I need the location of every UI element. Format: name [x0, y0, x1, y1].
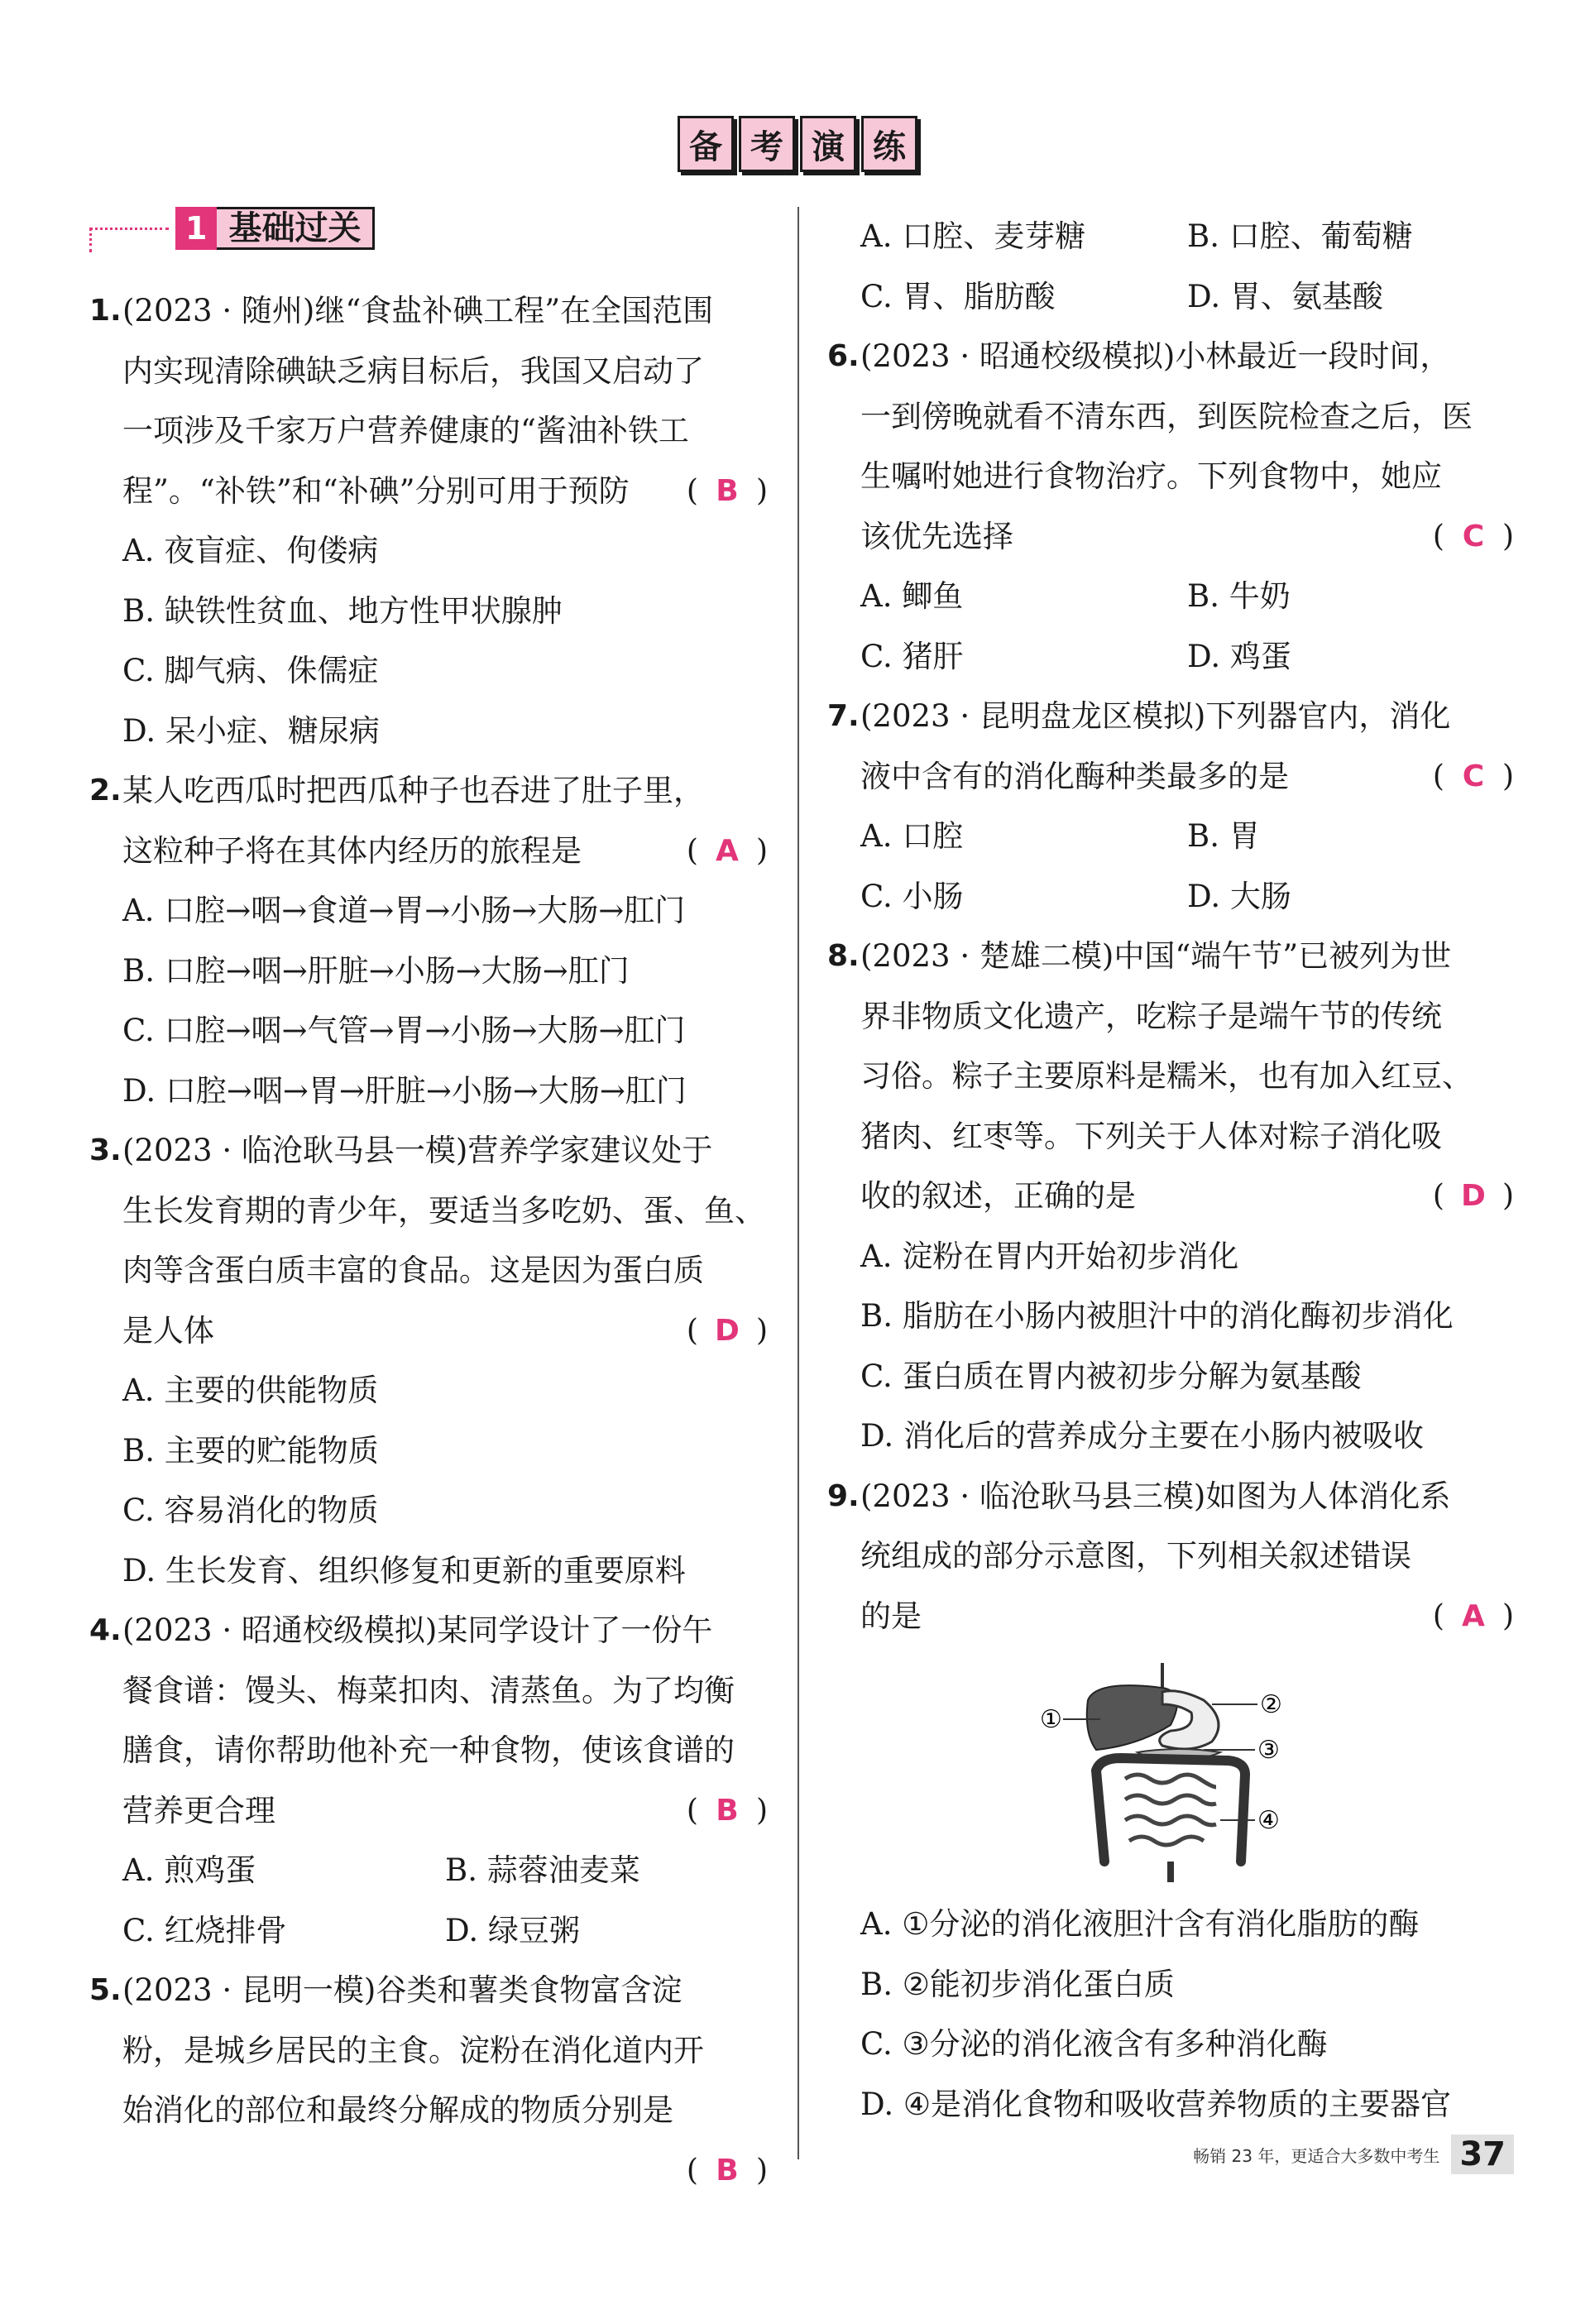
question-text: 液中含有的消化酶种类最多的是: [860, 758, 1289, 794]
option: C. 容易消化的物质: [122, 1493, 379, 1528]
option-row: [827, 867, 1514, 927]
figure-label-3: ③: [1257, 1736, 1280, 1765]
question-text: 某人吃西瓜时把西瓜种子也吞进了肚子里，: [122, 773, 704, 808]
option: D. 呆小症、糖尿病: [122, 712, 380, 749]
question-text: (2023 · 临沧耿马县一模)营养学家建议处于: [122, 1133, 713, 1168]
option-row: [827, 267, 1514, 328]
figure-label-2: ②: [1260, 1690, 1282, 1719]
answer-letter: C: [1462, 759, 1485, 793]
section-title: 基础过关: [217, 207, 375, 250]
question-text: 猪肉、红枣等。下列关于人体对粽子消化吸: [860, 1118, 1442, 1154]
section-dotted-line: [89, 228, 169, 230]
question-8: [827, 927, 1514, 1467]
question-text: 膳食，请你帮助他补充一种食物，使该食谱的: [122, 1732, 735, 1768]
option: B. 脂肪在小肠内被胆汁中的消化酶初步消化: [860, 1298, 1454, 1334]
question-text: (2023 · 昆明一模)谷类和薯类食物富含淀: [122, 1972, 683, 2008]
answer-letter: A: [1462, 1598, 1485, 1633]
figure-label-4: ④: [1257, 1806, 1280, 1835]
question-2: [89, 761, 768, 1121]
column-divider: [798, 207, 799, 2159]
question-6: [827, 327, 1514, 687]
answer-box: ( C ): [1433, 507, 1514, 568]
question-text: 肉等含蛋白质丰富的食品。这是因为蛋白质: [122, 1253, 704, 1288]
header-char: 演: [800, 116, 856, 172]
figure-label-1: ①: [1040, 1705, 1062, 1734]
question-number: 8.: [827, 939, 860, 973]
header-char: 备: [678, 116, 734, 172]
option: B. 主要的贮能物质: [122, 1432, 379, 1469]
option: A. 口腔、麦芽糖: [860, 218, 1086, 254]
option: A. 夜盲症、佝偻病: [122, 533, 379, 568]
option: B. 缺铁性贫血、地方性甲状腺肿: [122, 592, 563, 629]
option: D. 胃、氨基酸: [1187, 278, 1383, 314]
header-char: 考: [739, 116, 795, 172]
option: A. 主要的供能物质: [122, 1373, 379, 1408]
right-column: [827, 207, 1514, 2135]
question-text: 习俗。粽子主要原料是糯米，也有加入红豆、: [860, 1058, 1473, 1094]
answer-letter: A: [716, 833, 739, 868]
question-text: (2023 · 昭通校级模拟)某同学设计了一份午: [122, 1612, 713, 1648]
option: A. 口腔: [860, 818, 964, 854]
question-text: 餐食谱：馒头、梅菜扣肉、清蒸鱼。为了均衡: [122, 1672, 735, 1708]
option: B. 牛奶: [1187, 578, 1291, 614]
question-text: 营养更合理: [122, 1792, 275, 1828]
question-number: 4.: [89, 1613, 122, 1647]
option: D. 口腔→咽→胃→肝脏→小肠→大肠→肛门: [122, 1072, 687, 1109]
option: C. ③分泌的消化液含有多种消化酶: [860, 2026, 1328, 2062]
option: A. 煎鸡蛋: [122, 1852, 256, 1888]
answer-letter: D: [1461, 1179, 1486, 1213]
option: B. 口腔→咽→肝脏→小肠→大肠→肛门: [122, 952, 630, 989]
question-text: (2023 · 临沧耿马县三模)如图为人体消化系: [860, 1478, 1451, 1514]
question-text: 该优先选择: [860, 518, 1013, 554]
answer-box: ( A ): [687, 822, 768, 882]
page-footer: [1193, 2135, 1514, 2174]
question-text: 一到傍晚就看不清东西，到医院检查之后，医: [860, 398, 1473, 434]
answer-box: ( B ): [687, 1781, 768, 1842]
option: D. 消化后的营养成分主要在小肠内被吸收: [860, 1418, 1424, 1454]
option: C. 蛋白质在胃内被初步分解为氨基酸: [860, 1358, 1362, 1394]
option: D. 生长发育、组织修复和更新的重要原料: [122, 1552, 686, 1588]
page-number: 37: [1451, 2135, 1514, 2174]
small-intestine-shape: [1125, 1775, 1216, 1845]
question-text: 这粒种子将在其体内经历的旅程是: [122, 832, 582, 869]
answer-box: ( B ): [687, 462, 768, 522]
question-text: 内实现清除碘缺乏病目标后，我国又启动了: [122, 352, 704, 389]
section-number: 1: [175, 207, 217, 250]
question-number: 3.: [89, 1133, 122, 1167]
option: B. 蒜蓉油麦菜: [445, 1852, 640, 1888]
option: B. 口腔、葡萄糖: [1187, 218, 1413, 254]
option: A. 口腔→咽→食道→胃→小肠→大肠→肛门: [122, 893, 686, 928]
option: A. 淀粉在胃内开始初步消化: [860, 1238, 1239, 1274]
question-1: [89, 281, 768, 761]
question-text: (2023 · 昭通校级模拟)小林最近一段时间，: [860, 338, 1451, 374]
question-9: [827, 1467, 1514, 2135]
option: D. 绿豆粥: [445, 1912, 580, 1948]
option: D. 大肠: [1187, 878, 1291, 914]
question-text: 一项涉及千家万户营养健康的“酱油补铁工: [122, 413, 689, 448]
question-text: 的是: [860, 1598, 922, 1634]
option-row: [89, 1901, 768, 1962]
question-text: 统组成的部分示意图，下列相关叙述错误: [860, 1538, 1411, 1574]
question-text: (2023 · 昆明盘龙区模拟)下列器官内，消化: [860, 698, 1451, 734]
answer-letter: D: [715, 1313, 740, 1348]
question-text: 生嘱咐她进行食物治疗。下列食物中，她应: [860, 458, 1442, 494]
question-text: 程”。“补铁”和“补碘”分别可用于预防: [122, 472, 630, 509]
header-char: 练: [861, 116, 917, 172]
option-row: [89, 1841, 768, 1901]
footer-slogan: 畅销 23 年，更适合大多数中考生: [1193, 2145, 1440, 2166]
digestive-system-diagram: [1038, 1655, 1303, 1886]
question-text: 粉，是城乡居民的主食。淀粉在消化道内开: [122, 2032, 704, 2068]
question-number: 5.: [89, 1973, 122, 2007]
question-text: 是人体: [122, 1312, 214, 1349]
option: D. ④是消化食物和吸收营养物质的主要器官: [860, 2086, 1452, 2122]
question-number: 9.: [827, 1478, 860, 1513]
option: C. 猪肝: [860, 638, 964, 674]
left-column: [89, 281, 768, 2201]
option: B. 胃: [1187, 818, 1260, 854]
option: C. 脚气病、侏儒症: [122, 653, 379, 688]
answer-box: ( A ): [1433, 1587, 1514, 1647]
question-text: (2023 · 随州)继“食盐补碘工程”在全国范围: [122, 293, 714, 328]
question-text: 始消化的部位和最终分解成的物质分别是: [122, 2092, 673, 2128]
answer-box: ( D ): [687, 1301, 768, 1362]
option: C. 口腔→咽→气管→胃→小肠→大肠→肛门: [122, 1013, 686, 1048]
section-tag: [89, 207, 375, 250]
question-number: 1.: [89, 294, 122, 328]
page-header: [0, 116, 1595, 172]
digestive-system-figure: [827, 1646, 1514, 1895]
question-3: [89, 1121, 768, 1601]
answer-letter: C: [1462, 519, 1485, 553]
answer-box: ( B ): [687, 2141, 768, 2202]
question-7: [827, 687, 1514, 927]
option: C. 红烧排骨: [122, 1912, 287, 1948]
question-number: 6.: [827, 339, 860, 373]
option: C. 小肠: [860, 878, 964, 914]
option-row: [827, 207, 1514, 267]
option: A. 鲫鱼: [860, 578, 964, 614]
question-text: 收的叙述，正确的是: [860, 1178, 1136, 1214]
option: D. 鸡蛋: [1187, 638, 1291, 674]
question-5: [89, 1961, 768, 2201]
option-row: [827, 627, 1514, 688]
answer-box: ( C ): [1433, 747, 1514, 807]
question-text: 生长发育期的青少年，要适当多吃奶、蛋、鱼、: [122, 1192, 765, 1229]
question-4: [89, 1601, 768, 1961]
question-number: 7.: [827, 699, 860, 733]
question-text: 界非物质文化遗产，吃粽子是端午节的传统: [860, 998, 1442, 1034]
option-row: [827, 807, 1514, 867]
option: B. ②能初步消化蛋白质: [860, 1966, 1175, 2002]
answer-letter: B: [716, 1793, 739, 1828]
option: A. ①分泌的消化液胆汁含有消化脂肪的酶: [860, 1906, 1420, 1942]
question-text: (2023 · 楚雄二模)中国“端午节”已被列为世: [860, 938, 1452, 974]
option: C. 胃、脂肪酸: [860, 278, 1056, 314]
option-row: [827, 567, 1514, 627]
answer-box: ( D ): [1433, 1167, 1514, 1227]
answer-letter: B: [716, 2153, 739, 2187]
answer-letter: B: [716, 473, 739, 508]
question-number: 2.: [89, 774, 122, 807]
